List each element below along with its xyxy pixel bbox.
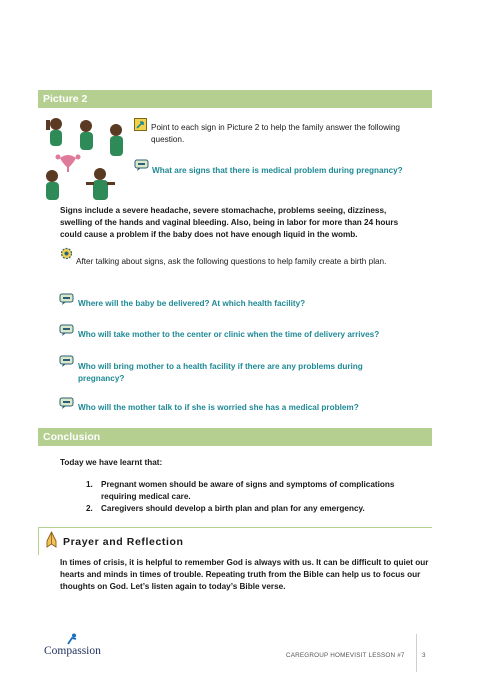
speech-bubble-icon — [134, 159, 149, 172]
question-medical-problem: What are signs that there is medical problem during pregnancy? — [152, 166, 403, 175]
woman-bleeding-icon — [46, 170, 59, 200]
conclusion-intro: Today we have learnt that: — [60, 458, 163, 467]
speech-bubble-icon — [59, 324, 74, 337]
gear-tip-icon — [60, 247, 73, 260]
instruction-text: Point to each sign in Picture 2 to help the family answer the following question. — [151, 123, 400, 144]
pregnancy-signs-illustration — [40, 114, 132, 202]
section-header-picture-2: Picture 2 — [38, 90, 432, 108]
woman-dizziness-icon — [110, 124, 123, 156]
pointer-icon — [134, 118, 147, 131]
section-header-conclusion: Conclusion — [38, 428, 432, 446]
tip-text: After talking about signs, ask the following questions to help family create a birth plan. — [76, 257, 387, 266]
question-transport: Who will take mother to the center or clinic when the time of delivery arrives? — [78, 330, 380, 339]
woman-swelling-icon — [86, 168, 115, 200]
woman-stomachache-icon — [80, 120, 93, 150]
page-number: 3 — [422, 652, 426, 659]
speech-bubble-icon — [59, 397, 74, 410]
uterus-icon — [56, 155, 81, 173]
footer-divider — [416, 634, 417, 672]
speech-bubble-icon — [59, 355, 74, 368]
question-delivery-location: Where will the baby be delivered? At which health facility? — [78, 299, 306, 308]
question-mother-support: Who will the mother talk to if she is worried she has a medical problem? — [78, 403, 359, 412]
prayer-text: In times of crisis, it is helpful to remember God is always with us. It can be difficult to quiet our hearts and minds in times of trouble. Repeating truth from the Bible can help us to focus our thoughts on God. Let’s listen again to today’s Bible verse. — [60, 558, 429, 591]
conclusion-item-2: Caregivers should develop a birth plan and plan for any emergency. — [101, 504, 365, 513]
prayer-title: Prayer and Reflection — [63, 536, 184, 548]
list-number-1: 1. — [86, 480, 93, 489]
compassion-logo: Compassion — [44, 645, 101, 657]
answer-paragraph: Signs include a severe headache, severe stomachache, problems seeing, dizziness, swelling of the hands and vaginal bleeding. Also, being in labor for more than 24 hours could cause a problem if the baby does not have enough liquid in the womb. — [60, 206, 399, 239]
woman-headache-icon — [46, 118, 62, 146]
speech-bubble-icon — [59, 293, 74, 306]
compassion-logo-icon — [66, 633, 78, 645]
question-emergency: Who will bring mother to a health facility if there are any problems during pregnancy? — [78, 362, 363, 383]
list-number-2: 2. — [86, 504, 93, 513]
praying-hands-icon — [44, 531, 59, 548]
conclusion-item-1: Pregnant women should be aware of signs and symptoms of complications requiring medical care. — [101, 480, 395, 501]
footer-lesson: CAREGROUP HOMEVISIT LESSON #7 — [286, 652, 405, 659]
